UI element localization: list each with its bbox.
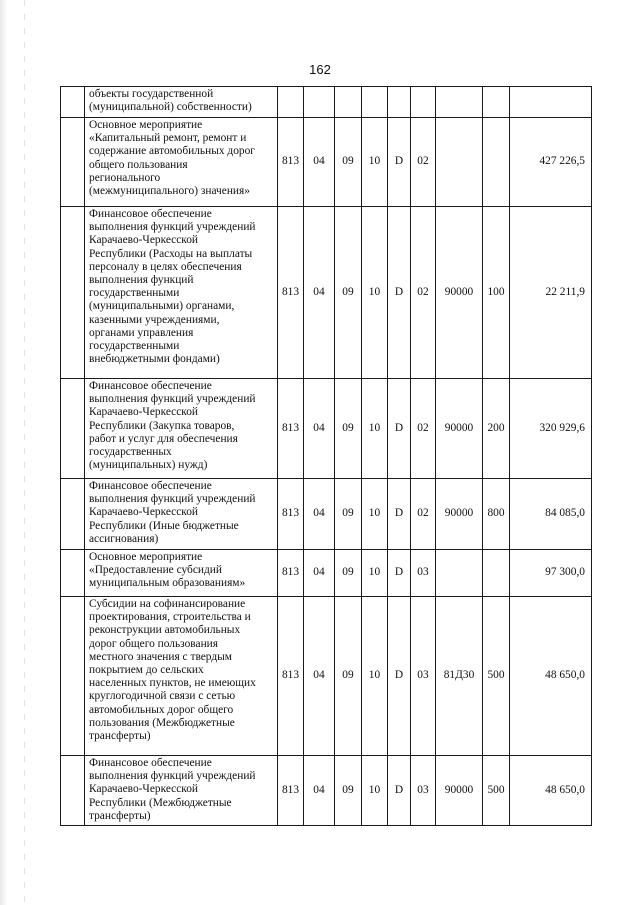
cell-subprogram: D [388,756,411,826]
cell-subsection: 09 [335,379,362,479]
cell-subsection: 09 [335,756,362,826]
cell-section: 04 [304,207,335,379]
cell-row-marker [61,756,85,826]
cell-code: 813 [278,207,304,379]
cell-name: Основное мероприятие «Капитальный ремонт, ремонт и содержание автомобильных дорог общего пользования регионального (межмуниципального) значения» [85,118,278,207]
cell-direction: 81Д30 [436,597,483,756]
cell-name: Основное мероприятие «Предоставление субсидий муниципальным образованиям» [85,550,278,597]
cell-subprogram: D [388,379,411,479]
cell-name: объекты государственной (муниципальной) собственности) [85,87,278,118]
cell-amount: 97 300,0 [510,550,592,597]
cell-direction: 90000 [436,479,483,550]
cell-program: 10 [362,479,388,550]
cell-program: 10 [362,756,388,826]
table-row [61,118,592,207]
cell-name: Финансовое обеспечение выполнения функций учреждений Карачаево-Черкесской Республики (Иные бюджетные ассигнования) [85,479,278,550]
cell-amount: 48 650,0 [510,756,592,826]
cell-code: 813 [278,479,304,550]
table-row [61,207,592,379]
cell-program: 10 [362,597,388,756]
cell-row-marker [61,207,85,379]
table-row [61,597,592,756]
cell-subsection: 09 [335,118,362,207]
cell-expense-type: 800 [483,479,510,550]
table-row [61,479,592,550]
cell-name: Финансовое обеспечение выполнения функций учреждений Карачаево-Черкесской Республики (Закупка товаров, работ и услуг для обеспечения государственных (муниципальных) нужд) [85,379,278,479]
cell-event: 03 [411,597,436,756]
cell-row-marker [61,550,85,597]
cell-code: 813 [278,756,304,826]
cell-amount: 48 650,0 [510,597,592,756]
cell-section: 04 [304,479,335,550]
cell-subprogram: D [388,207,411,379]
cell-row-marker [61,87,85,118]
cell-expense-type: 500 [483,597,510,756]
cell-amount [510,87,592,118]
budget-table [60,86,592,826]
cell-row-marker [61,118,85,207]
table-row [61,756,592,826]
cell-event: 02 [411,207,436,379]
cell-expense-type [483,87,510,118]
table-row [61,550,592,597]
cell-program [362,87,388,118]
cell-subsection [335,87,362,118]
cell-section [304,87,335,118]
cell-subprogram: D [388,597,411,756]
cell-section: 04 [304,597,335,756]
cell-subsection: 09 [335,550,362,597]
cell-direction: 90000 [436,379,483,479]
cell-section: 04 [304,379,335,479]
cell-subprogram [388,87,411,118]
cell-program: 10 [362,118,388,207]
cell-program: 10 [362,207,388,379]
cell-amount: 22 211,9 [510,207,592,379]
cell-event: 02 [411,479,436,550]
cell-subprogram: D [388,550,411,597]
cell-program: 10 [362,550,388,597]
cell-direction [436,118,483,207]
cell-event [411,87,436,118]
cell-code: 813 [278,379,304,479]
cell-name: Субсидии на софинансирование проектирования, строительства и реконструкции автомобильных дорог общего пользования местного значения с твердым покрытием до сельских населенных пунктов, не имеющих круглогодичной связи с сетью автомобильных дорог общего пользования (Межбюджетные трансферты) [85,597,278,756]
cell-expense-type: 200 [483,379,510,479]
cell-section: 04 [304,550,335,597]
cell-expense-type [483,550,510,597]
cell-subsection: 09 [335,479,362,550]
cell-row-marker [61,479,85,550]
cell-subprogram: D [388,118,411,207]
cell-amount: 320 929,6 [510,379,592,479]
scan-artifact-line [24,0,25,905]
cell-event: 03 [411,550,436,597]
cell-code: 813 [278,118,304,207]
cell-name: Финансовое обеспечение выполнения функций учреждений Карачаево-Черкесской Республики (Межбюджетные трансферты) [85,756,278,826]
cell-event: 02 [411,118,436,207]
budget-table-body [61,87,592,826]
cell-expense-type: 500 [483,756,510,826]
cell-subsection: 09 [335,597,362,756]
cell-row-marker [61,597,85,756]
cell-row-marker [61,379,85,479]
cell-direction [436,87,483,118]
cell-event: 03 [411,756,436,826]
cell-subprogram: D [388,479,411,550]
cell-direction: 90000 [436,207,483,379]
cell-event: 02 [411,379,436,479]
table-row [61,87,592,118]
cell-direction [436,550,483,597]
cell-section: 04 [304,118,335,207]
cell-direction: 90000 [436,756,483,826]
table-row [61,379,592,479]
cell-code [278,87,304,118]
cell-subsection: 09 [335,207,362,379]
page-number: 162 [309,62,331,77]
cell-section: 04 [304,756,335,826]
cell-amount: 427 226,5 [510,118,592,207]
scan-edge-shadow [0,0,8,905]
cell-name: Финансовое обеспечение выполнения функций учреждений Карачаево-Черкесской Республики (Расходы на выплаты персоналу в целях обеспечения выполнения функций государственными (муниципальными) органами, казенными учреждениями, органами управления государственными внебюджетными фондами) [85,207,278,379]
cell-code: 813 [278,597,304,756]
cell-program: 10 [362,379,388,479]
cell-expense-type: 100 [483,207,510,379]
cell-amount: 84 085,0 [510,479,592,550]
cell-expense-type [483,118,510,207]
cell-code: 813 [278,550,304,597]
